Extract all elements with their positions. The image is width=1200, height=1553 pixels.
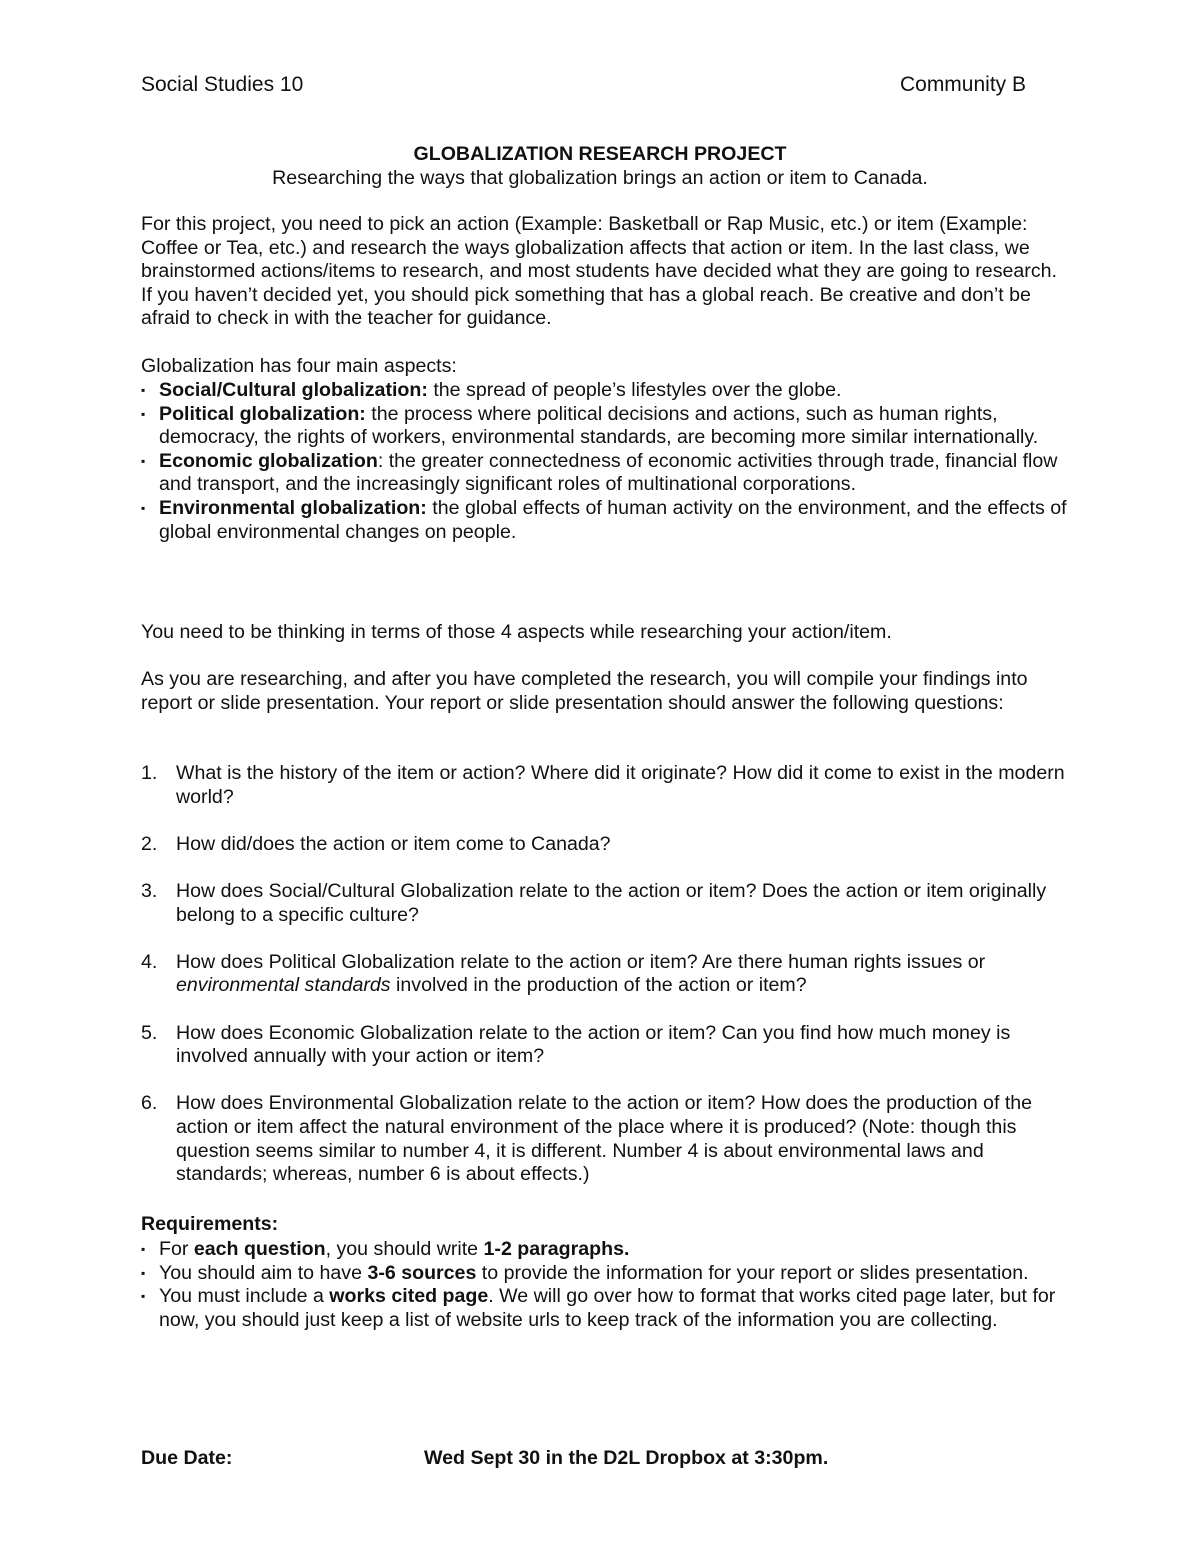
aspect-desc: the process where political decisions and actions, such as human rights, democracy, the rights of workers, environmental standards, are becoming more similar internationally. (159, 402, 1039, 449)
question-text: How does Environmental Globalization relate to the action or item? How does the production of the action or item affect the natural environment of the place where it is produced? (Note: though this question seems similar to number 4, it is different. Number 4 is about environmental laws and standards; whereas, number 6 is about effects.) (176, 1092, 1033, 1186)
question-number: 2. (141, 832, 158, 855)
requirement-text: For (159, 1238, 194, 1260)
question-text-emphasis: environmental standards (176, 974, 391, 997)
document-title: GLOBALIZATION RESEARCH PROJECT (413, 143, 787, 165)
question-text: How does Social/Cultural Globalization relate to the action or item? Does the action or item originally belong to a specific culture? (176, 879, 1047, 926)
question-number: 3. (141, 879, 158, 902)
question-item (141, 1022, 1071, 1069)
requirement-text: to provide the information for your report or slides presentation. (476, 1261, 1029, 1284)
question-text-pre: How does Political Globalization relate to the action or item? Are there human rights issues or (176, 950, 986, 973)
list-item (141, 450, 1071, 497)
list-item (141, 403, 1071, 450)
question-number: 6. (141, 1092, 158, 1115)
aspect-term: Economic globalization (159, 449, 378, 472)
question-number: 5. (141, 1021, 158, 1044)
requirement-text: You must include a (159, 1285, 330, 1308)
aspect-term: Social/Cultural globalization: (159, 379, 428, 401)
question-number: 4. (141, 950, 158, 973)
course-name: Social Studies 10 (141, 73, 304, 96)
requirement-emphasis: 3-6 sources (367, 1261, 477, 1284)
requirement-text: . We will go over how to format that works cited page later, but for now, you should just keep a list of website urls to keep track of the information you are collecting. (159, 1285, 1056, 1331)
due-date-value: Wed Sept 30 in the D2L Dropbox at 3:30pm. (424, 1447, 829, 1469)
aspects-list (141, 379, 1071, 544)
list-item (141, 1262, 1071, 1286)
question-item (141, 951, 1071, 998)
requirement-emphasis: . (624, 1238, 630, 1260)
requirement-text: , you should write (325, 1238, 484, 1260)
question-text: How did/does the action or item come to Canada? (176, 832, 611, 855)
requirement-emphasis: works cited page (329, 1285, 489, 1308)
requirements-heading: Requirements: (141, 1213, 279, 1235)
question-number: 1. (141, 762, 158, 784)
question-text-post: involved in the production of the action or item? (390, 974, 807, 997)
community-name: Community B (899, 73, 1026, 96)
question-item (141, 880, 1071, 927)
question-text: What is the history of the item or action? Where did it originate? How did it come to exist in the modern world? (176, 762, 1065, 808)
question-text: How does Economic Globalization relate to the action or item? Can you find how much money is involved annually with your action or item? (176, 1021, 1011, 1068)
aspects-intro: Globalization has four main aspects: (141, 355, 457, 377)
requirement-emphasis: each question (193, 1238, 326, 1260)
list-item (141, 1238, 1071, 1262)
aspect-desc: the spread of people’s lifestyles over the globe. (427, 379, 842, 401)
aspect-term: Environmental globalization: (159, 496, 427, 519)
aspect-term: Political globalization: (159, 402, 366, 425)
requirement-emphasis: 1-2 paragraphs (483, 1238, 624, 1260)
aspect-desc: the global effects of human activity on the environment, and the effects of global environmental changes on people. (159, 496, 1067, 543)
list-item (141, 379, 1071, 403)
think-paragraph: You need to be thinking in terms of those 4 aspects while researching your action/item. (141, 621, 892, 643)
requirements-list (141, 1238, 1071, 1332)
questions-list (141, 762, 1071, 1210)
question-item (141, 762, 1071, 809)
list-item (141, 497, 1071, 544)
compile-paragraph: As you are researching, and after you have completed the research, you will compile your findings into report or slide presentation. Your report or slide presentation should answer the following questions: (141, 668, 1028, 714)
intro-paragraph: For this project, you need to pick an action (Example: Basketball or Rap Music, etc.) or item (Example: Coffee or Tea, etc.) and research the ways globalization affects that action or item. In the last class, we brainstormed actions/items to research, and most students have decided what they are going to research. If you haven’t decided yet, you should pick something that has a global reach. Be creative and don’t be afraid to check in with the teacher for guidance. (141, 213, 1057, 330)
question-item (141, 833, 1071, 857)
list-item (141, 1285, 1071, 1332)
document-subtitle: Researching the ways that globalization brings an action or item to Canada. (272, 167, 928, 189)
question-item (141, 1092, 1071, 1186)
aspect-desc: : the greater connectedness of economic activities through trade, financial flow and transport, and the increasingly significant roles of multinational corporations. (159, 449, 1058, 496)
requirement-text: You should aim to have (159, 1261, 368, 1284)
due-date-label: Due Date: (141, 1447, 233, 1469)
